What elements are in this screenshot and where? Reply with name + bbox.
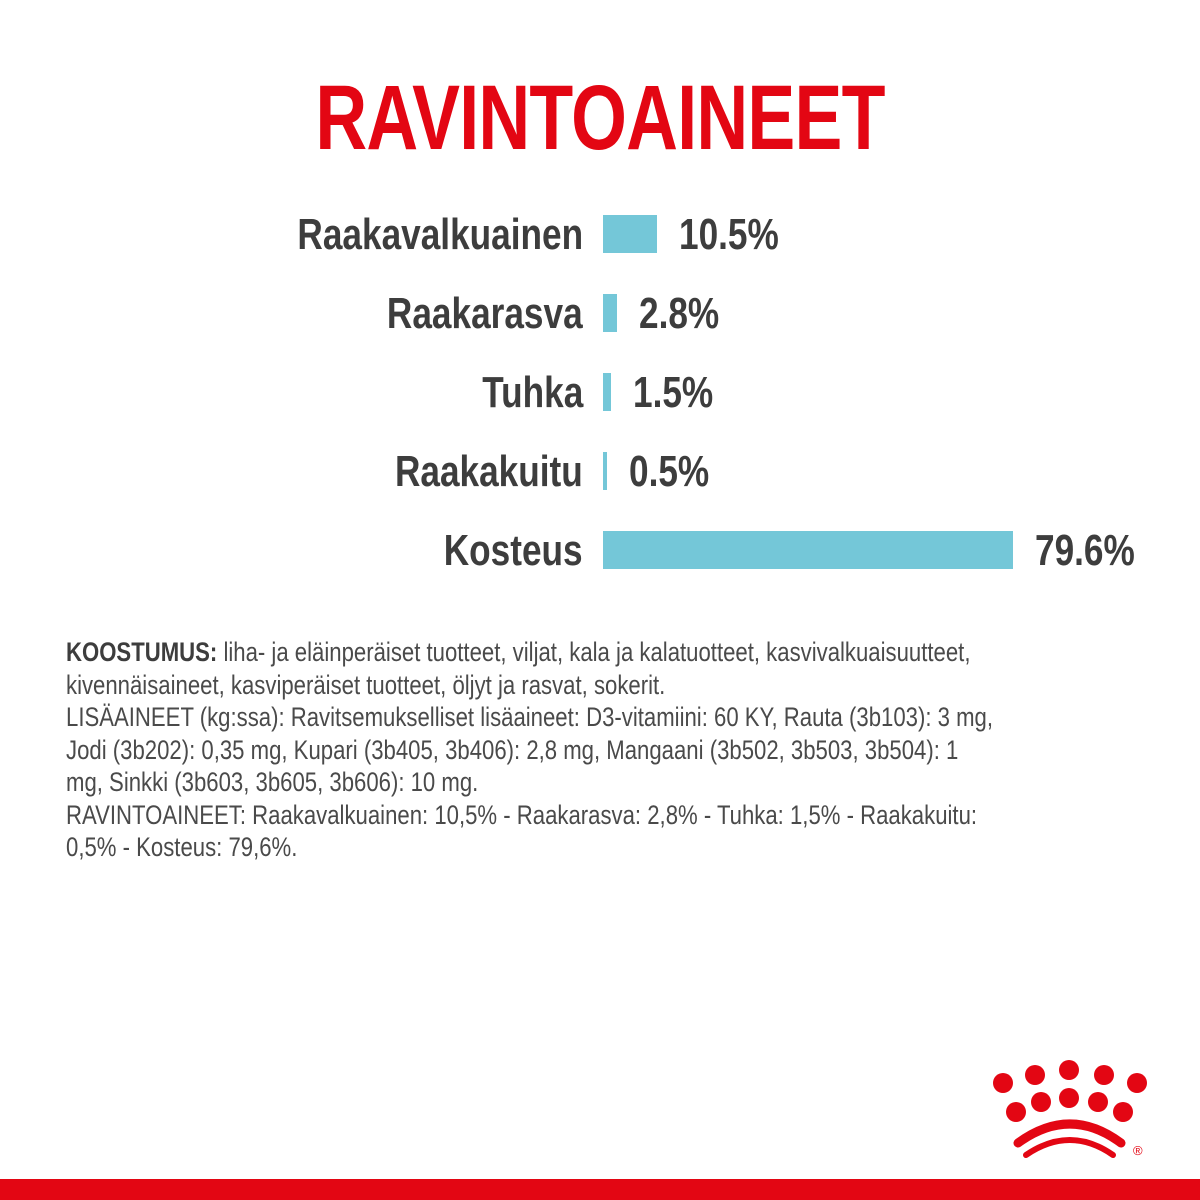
registered-mark: ® (1133, 1143, 1143, 1158)
chart-row (0, 447, 1200, 496)
chart-row (0, 210, 1200, 259)
chart-row (0, 526, 1200, 575)
category-label: Tuhka (481, 368, 583, 417)
value-label: 2.8% (639, 289, 720, 338)
composition-text (66, 636, 1176, 864)
bar (603, 215, 657, 253)
chart-row (0, 289, 1200, 338)
nutrients-line: RAVINTOAINEET: Raakavalkuainen: 10,5% - Raakarasva: 2,8% - Tuhka: 1,5% - Raakakuitu: (66, 799, 978, 830)
category-label: Raakakuitu (395, 447, 583, 496)
value-label: 10.5% (679, 210, 779, 259)
nutrients-line: 0,5% - Kosteus: 79,6%. (66, 832, 298, 862)
bar (603, 294, 617, 332)
page-title: RAVINTOAINEET (315, 67, 885, 169)
value-label: 79.6% (1035, 526, 1135, 575)
bar (603, 531, 1013, 569)
composition-line: KOOSTUMUS: liha- ja eläinperäiset tuotteet, viljat, kala ja kalatuotteet, kasvivalkuaisuutteet, (66, 637, 971, 667)
bar (603, 373, 611, 411)
composition-line: kivennäisaineet, kasviperäiset tuotteet, öljyt ja rasvat, sokerit. (66, 669, 666, 700)
value-label: 0.5% (629, 447, 710, 496)
composition-heading: KOOSTUMUS: (66, 637, 218, 667)
additives-line: Jodi (3b202): 0,35 mg, Kupari (3b405, 3b406): 2,8 mg, Mangaani (3b502, 3b503, 3b504): 1 (66, 734, 959, 765)
brand-footer-bar (0, 1179, 1200, 1200)
category-label: Kosteus (444, 526, 583, 575)
chart-row (0, 368, 1200, 417)
value-label: 1.5% (633, 368, 714, 417)
category-label: Raakarasva (387, 289, 583, 338)
crown-icon (985, 1060, 1185, 1160)
bar (603, 452, 607, 490)
additives-line: mg, Sinkki (3b603, 3b605, 3b606): 10 mg. (66, 767, 479, 797)
additives-line: LISÄAINEET (kg:ssa): Ravitsemukselliset lisäaineet: D3-vitamiini: 60 KY, Rauta (3b103): 3 mg, (66, 702, 993, 732)
category-label: Raakavalkuainen (297, 210, 583, 259)
